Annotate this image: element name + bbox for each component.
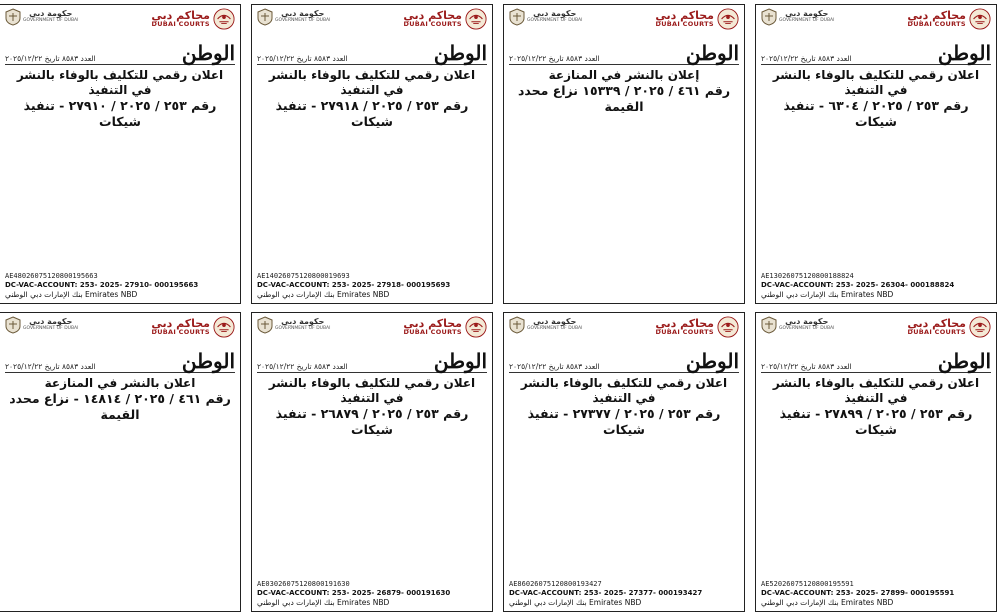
court-name-ar: محاكم دبي — [403, 8, 462, 22]
government-emblem-icon — [5, 8, 21, 26]
masthead — [5, 43, 235, 65]
court-name-ar: محاكم دبي — [907, 316, 966, 330]
notice-body — [5, 425, 235, 608]
dubai-courts-emblem-icon — [969, 316, 991, 338]
gov-name-en: GOVERNMENT OF DUBAI — [275, 17, 331, 23]
gov-name-ar: حكومة دبي — [533, 9, 577, 19]
dubai-courts-logo — [655, 316, 739, 338]
issue-number: العدد ٨٥٨٣ تاريخ ٢٠٢٥/١٢/٢٢ — [5, 362, 96, 371]
court-notice-2 — [503, 4, 745, 304]
account-line: DC-VAC-ACCOUNT: 253- 2025- 26304- 000188824 — [761, 281, 955, 289]
government-emblem-icon — [761, 316, 777, 334]
notice-title: اعلان رقمي للتكليف بالوفاء بالنشر في التنفيذ — [772, 376, 980, 405]
dubai-courts-logo — [907, 8, 991, 30]
government-emblem-icon — [257, 8, 273, 26]
court-name-en: DUBAI COURTS — [403, 20, 462, 29]
government-emblem-icon — [5, 316, 21, 334]
dubai-courts-emblem-icon — [213, 316, 235, 338]
government-logo — [257, 316, 330, 334]
government-emblem-icon — [509, 8, 525, 26]
government-logo — [5, 8, 78, 26]
notice-body — [509, 117, 739, 300]
bank-name: بنك الإمارات دبي الوطني Emirates NBD — [257, 290, 390, 299]
government-logo — [5, 316, 78, 334]
notice-title: اعلان رقمي للتكليف بالوفاء بالنشر في التنفيذ — [772, 68, 980, 97]
reference-code: AE86026075120800193427 — [509, 580, 602, 588]
bank-name: بنك الإمارات دبي الوطني Emirates NBD — [509, 598, 642, 607]
gov-name-ar: حكومة دبي — [281, 317, 325, 327]
notice-title: اعلان بالنشر في المنازعة — [44, 376, 196, 390]
masthead — [257, 351, 487, 373]
account-line: DC-VAC-ACCOUNT: 253- 2025- 27899- 000195591 — [761, 589, 955, 597]
reference-code: AE48026075120800195663 — [5, 272, 98, 280]
gov-name-en: GOVERNMENT OF DUBAI — [23, 17, 79, 23]
issue-number: العدد ٨٥٨٣ تاريخ ٢٠٢٥/١٢/٢٢ — [257, 54, 348, 63]
court-notice-6 — [503, 312, 745, 612]
gov-name-ar: حكومة دبي — [533, 317, 577, 327]
newspaper-brand: الوطن — [937, 41, 991, 65]
government-logo — [761, 316, 834, 334]
notice-body — [5, 132, 235, 272]
dubai-courts-emblem-icon — [717, 316, 739, 338]
gov-name-ar: حكومة دبي — [29, 9, 73, 19]
dubai-courts-logo — [151, 8, 235, 30]
masthead — [509, 351, 739, 373]
court-notice-5 — [755, 312, 997, 612]
bank-name: بنك الإمارات دبي الوطني Emirates NBD — [761, 290, 894, 299]
account-line: DC-VAC-ACCOUNT: 253- 2025- 27377- 000193427 — [509, 589, 703, 597]
bank-name: بنك الإمارات دبي الوطني Emirates NBD — [257, 598, 390, 607]
account-line: DC-VAC-ACCOUNT: 253- 2025- 26879- 000191630 — [257, 589, 451, 597]
court-name-ar: محاكم دبي — [151, 8, 210, 22]
gov-name-ar: حكومة دبي — [785, 9, 829, 19]
notice-header — [761, 8, 991, 42]
gov-name-ar: حكومة دبي — [281, 9, 325, 19]
notice-body — [257, 132, 487, 272]
notice-title: اعلان رقمي للتكليف بالوفاء بالنشر في التنفيذ — [16, 68, 224, 97]
masthead — [761, 351, 991, 373]
court-name-en: DUBAI COURTS — [403, 328, 462, 337]
dubai-courts-logo — [151, 316, 235, 338]
notice-header — [5, 316, 235, 350]
government-logo — [257, 8, 330, 26]
dubai-courts-logo — [907, 316, 991, 338]
court-name-ar: محاكم دبي — [151, 316, 210, 330]
gov-name-en: GOVERNMENT OF DUBAI — [779, 17, 835, 23]
bank-name: بنك الإمارات دبي الوطني Emirates NBD — [5, 290, 138, 299]
government-logo — [761, 8, 834, 26]
court-name-en: DUBAI COURTS — [655, 20, 714, 29]
case-number: رقم ٤٦١ / ٢٠٢٥ / ١٥٣٣٩ نزاع محدد القيمة — [517, 83, 731, 114]
court-name-en: DUBAI COURTS — [907, 328, 966, 337]
reference-code: AE03026075120800191630 — [257, 580, 350, 588]
court-name-ar: محاكم دبي — [655, 316, 714, 330]
gov-name-ar: حكومة دبي — [29, 317, 73, 327]
notice-body — [761, 132, 991, 272]
government-emblem-icon — [257, 316, 273, 334]
notice-header — [257, 8, 487, 42]
government-logo — [509, 316, 582, 334]
dubai-courts-logo — [403, 8, 487, 30]
issue-number: العدد ٨٥٨٣ تاريخ ٢٠٢٥/١٢/٢٢ — [509, 54, 600, 63]
issue-number: العدد ٨٥٨٣ تاريخ ٢٠٢٥/١٢/٢٢ — [509, 362, 600, 371]
case-number: رقم ٤٦١ / ٢٠٢٥ / ١٤٨١٤ - نزاع محدد القيمة — [9, 391, 231, 422]
notice-body — [257, 440, 487, 580]
court-notice-8 — [0, 312, 241, 612]
case-number: رقم ٢٥٣ / ٢٠٢٥ / ٦٣٠٤ - تنفيذ شيكات — [783, 98, 969, 129]
masthead — [257, 43, 487, 65]
gov-name-en: GOVERNMENT OF DUBAI — [527, 325, 583, 331]
case-number: رقم ٢٥٣ / ٢٠٢٥ / ٢٧٨٩٩ - تنفيذ شيكات — [779, 406, 973, 437]
reference-code: AE52026075120800195591 — [761, 580, 854, 588]
court-notice-4 — [0, 4, 241, 304]
reference-code: AE14026075120800019693 — [257, 272, 350, 280]
dubai-courts-logo — [403, 316, 487, 338]
dubai-courts-emblem-icon — [213, 8, 235, 30]
masthead — [761, 43, 991, 65]
notice-title: اعلان رقمي للتكليف بالوفاء بالنشر في التنفيذ — [268, 68, 476, 97]
masthead — [509, 43, 739, 65]
issue-number: العدد ٨٥٨٣ تاريخ ٢٠٢٥/١٢/٢٢ — [5, 54, 96, 63]
dubai-courts-emblem-icon — [969, 8, 991, 30]
notice-header — [509, 316, 739, 350]
account-line: DC-VAC-ACCOUNT: 253- 2025- 27918- 000195693 — [257, 281, 451, 289]
gov-name-en: GOVERNMENT OF DUBAI — [275, 325, 331, 331]
notice-header — [509, 8, 739, 42]
reference-code: AE13026075120800188824 — [761, 272, 854, 280]
court-notice-1 — [755, 4, 997, 304]
masthead — [5, 351, 235, 373]
issue-number: العدد ٨٥٨٣ تاريخ ٢٠٢٥/١٢/٢٢ — [257, 362, 348, 371]
newspaper-brand: الوطن — [181, 349, 235, 373]
government-logo — [509, 8, 582, 26]
government-emblem-icon — [509, 316, 525, 334]
notice-header — [5, 8, 235, 42]
notice-title: إعلان بالنشر في المنازعة — [548, 68, 700, 82]
case-number: رقم ٢٥٣ / ٢٠٢٥ / ٢٦٨٧٩ - تنفيذ شيكات — [275, 406, 469, 437]
court-name-en: DUBAI COURTS — [655, 328, 714, 337]
issue-number: العدد ٨٥٨٣ تاريخ ٢٠٢٥/١٢/٢٢ — [761, 54, 852, 63]
government-emblem-icon — [761, 8, 777, 26]
dubai-courts-emblem-icon — [717, 8, 739, 30]
newspaper-brand: الوطن — [685, 41, 739, 65]
court-name-ar: محاكم دبي — [655, 8, 714, 22]
newspaper-brand: الوطن — [685, 349, 739, 373]
court-name-en: DUBAI COURTS — [151, 328, 210, 337]
newspaper-brand: الوطن — [433, 41, 487, 65]
newspaper-brand: الوطن — [433, 349, 487, 373]
court-notice-3 — [251, 4, 493, 304]
dubai-courts-emblem-icon — [465, 8, 487, 30]
gov-name-en: GOVERNMENT OF DUBAI — [23, 325, 79, 331]
newspaper-brand: الوطن — [937, 349, 991, 373]
notice-body — [761, 440, 991, 580]
gov-name-en: GOVERNMENT OF DUBAI — [527, 17, 583, 23]
notice-body — [509, 440, 739, 580]
court-name-ar: محاكم دبي — [907, 8, 966, 22]
court-name-en: DUBAI COURTS — [151, 20, 210, 29]
newspaper-brand: الوطن — [181, 41, 235, 65]
case-number: رقم ٢٥٣ / ٢٠٢٥ / ٢٧٩١٨ - تنفيذ شيكات — [275, 98, 469, 129]
notice-header — [761, 316, 991, 350]
gov-name-en: GOVERNMENT OF DUBAI — [779, 325, 835, 331]
notice-header — [257, 316, 487, 350]
account-line: DC-VAC-ACCOUNT: 253- 2025- 27910- 000195663 — [5, 281, 199, 289]
court-notice-7 — [251, 312, 493, 612]
gov-name-ar: حكومة دبي — [785, 317, 829, 327]
court-name-en: DUBAI COURTS — [907, 20, 966, 29]
notice-title: اعلان رقمي للتكليف بالوفاء بالنشر في التنفيذ — [268, 376, 476, 405]
dubai-courts-emblem-icon — [465, 316, 487, 338]
case-number: رقم ٢٥٣ / ٢٠٢٥ / ٢٧٣٧٧ - تنفيذ شيكات — [527, 406, 721, 437]
bank-name: بنك الإمارات دبي الوطني Emirates NBD — [761, 598, 894, 607]
dubai-courts-logo — [655, 8, 739, 30]
issue-number: العدد ٨٥٨٣ تاريخ ٢٠٢٥/١٢/٢٢ — [761, 362, 852, 371]
notice-title: اعلان رقمي للتكليف بالوفاء بالنشر في التنفيذ — [520, 376, 728, 405]
case-number: رقم ٢٥٣ / ٢٠٢٥ / ٢٧٩١٠ - تنفيذ شيكات — [23, 98, 217, 129]
court-name-ar: محاكم دبي — [403, 316, 462, 330]
